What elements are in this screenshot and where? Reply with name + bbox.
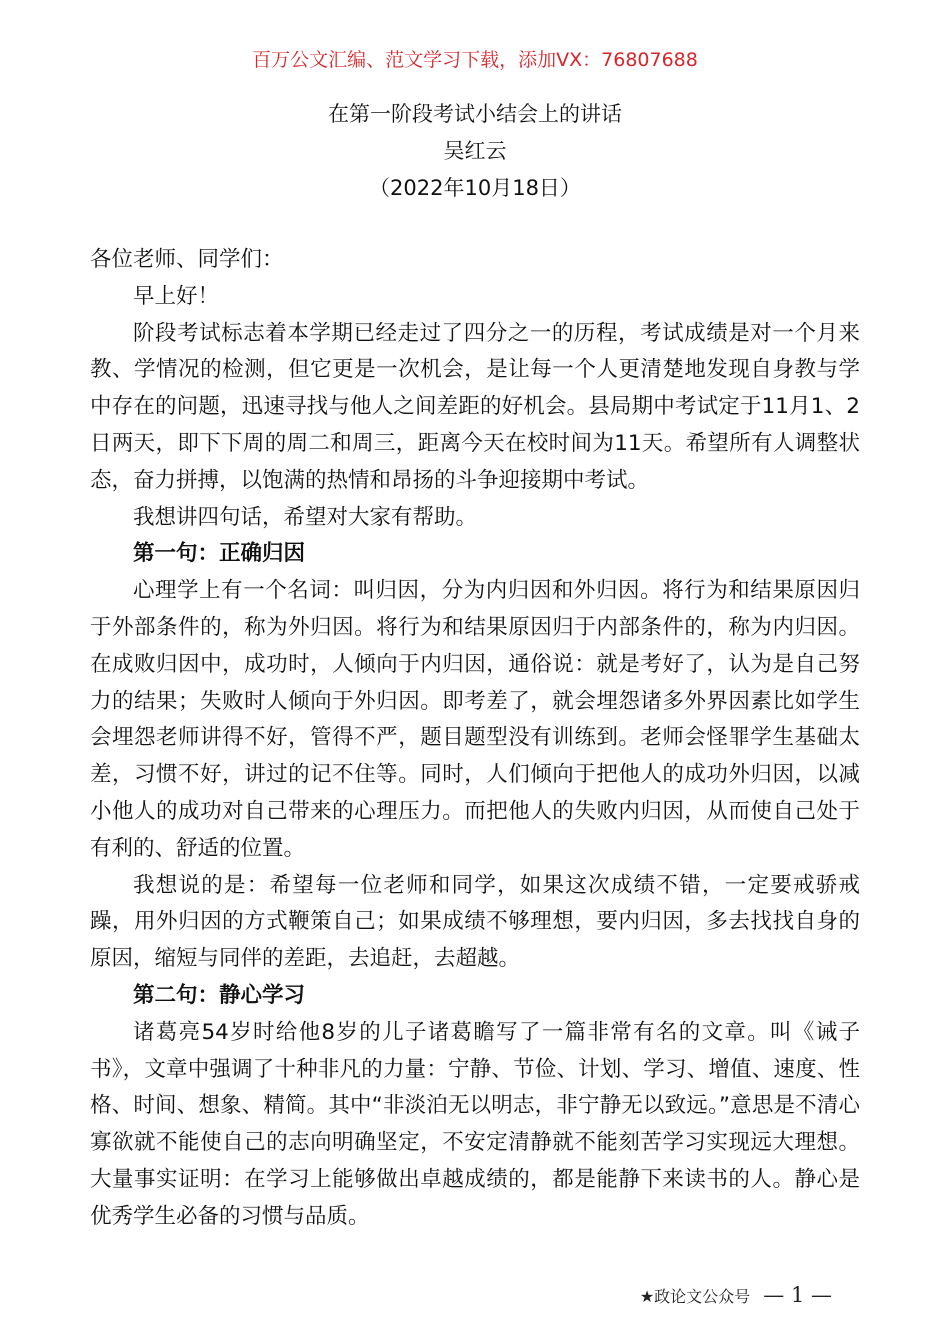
paragraph: 诸葛亮54岁时给他8岁的儿子诸葛瞻写了一篇非常有名的文章。叫《诫子书》，文章中强调了十种非凡的力量：宁静、节俭、计划、学习、增值、速度、性格、时间、想象、精简。其中“非淡泊无以明志，非宁静无以致远。”意思是不清心寡欲就不能使自己的志向明确坚定，不安定清静就不能刻苦学习实现远大理想。大量事实证明：在学习上能够做出卓越成绩的，都是能静下来读书的人。静心是优秀学生必备的习惯与品质。 bbox=[90, 1019, 860, 1229]
page-footer bbox=[640, 1280, 832, 1312]
greeting: 早上好！ bbox=[133, 283, 220, 309]
document-body bbox=[90, 242, 860, 1236]
salutation: 各位老师、同学们： bbox=[90, 247, 284, 272]
paragraph: 我想讲四句话，希望对大家有帮助。 bbox=[133, 504, 478, 530]
page-number: — 1 — bbox=[763, 1283, 832, 1307]
section-heading: 第二句：静心学习 bbox=[133, 982, 306, 1008]
document-title: 在第一阶段考试小结会上的讲话 bbox=[328, 102, 622, 126]
document-date: （2022年10月18日） bbox=[369, 176, 581, 200]
paragraph: 我想说的是：希望每一位老师和同学，如果这次成绩不错，一定要戒骄戒躁，用外归因的方式鞭策自己；如果成绩不够理想，要内归因，多去找找自身的原因，缩短与同伴的差距，去追赶，去超越。 bbox=[90, 872, 860, 972]
document-author: 吴红云 bbox=[443, 139, 507, 163]
paragraph: 心理学上有一个名词：叫归因，分为内归因和外归因。将行为和结果原因归于外部条件的，称为外归因。将行为和结果原因归于内部条件的，称为内归因。在成败归因中，成功时，人倾向于内归因，通俗说：就是考好了，认为是自己努力的结果；失败时人倾向于外归因。即考差了，就会埋怨诸多外界因素比如学生会埋怨老师讲得不好，管得不严，题目题型没有训练到。老师会怪罪学生基础太差，习惯不好，讲过的记不住等。同时，人们倾向于把他人的成功外归因，以减小他人的成功对自己带来的心理压力。而把他人的失败内归因，从而使自己处于有利的、舒适的位置。 bbox=[90, 578, 860, 861]
watermark-banner: 百万公文汇编、范文学习下载，添加VX：76807688 bbox=[252, 49, 698, 71]
footer-source: ★政论文公众号 bbox=[639, 1287, 751, 1306]
document-header bbox=[0, 96, 950, 207]
paragraph: 阶段考试标志着本学期已经走过了四分之一的历程，考试成绩是对一个月来教、学情况的检测，但它更是一次机会，是让每一个人更清楚地发现自身教与学中存在的问题，迅速寻找与他人之间差距的好机会。县局期中考试定于11月1、2日两天，即下下周的周二和周三，距离今天在校时间为11天。希望所有人调整状态，奋力拼搏，以饱满的热情和昂扬的斗争迎接期中考试。 bbox=[90, 320, 860, 493]
section-heading: 第一句：正确归因 bbox=[133, 541, 306, 567]
